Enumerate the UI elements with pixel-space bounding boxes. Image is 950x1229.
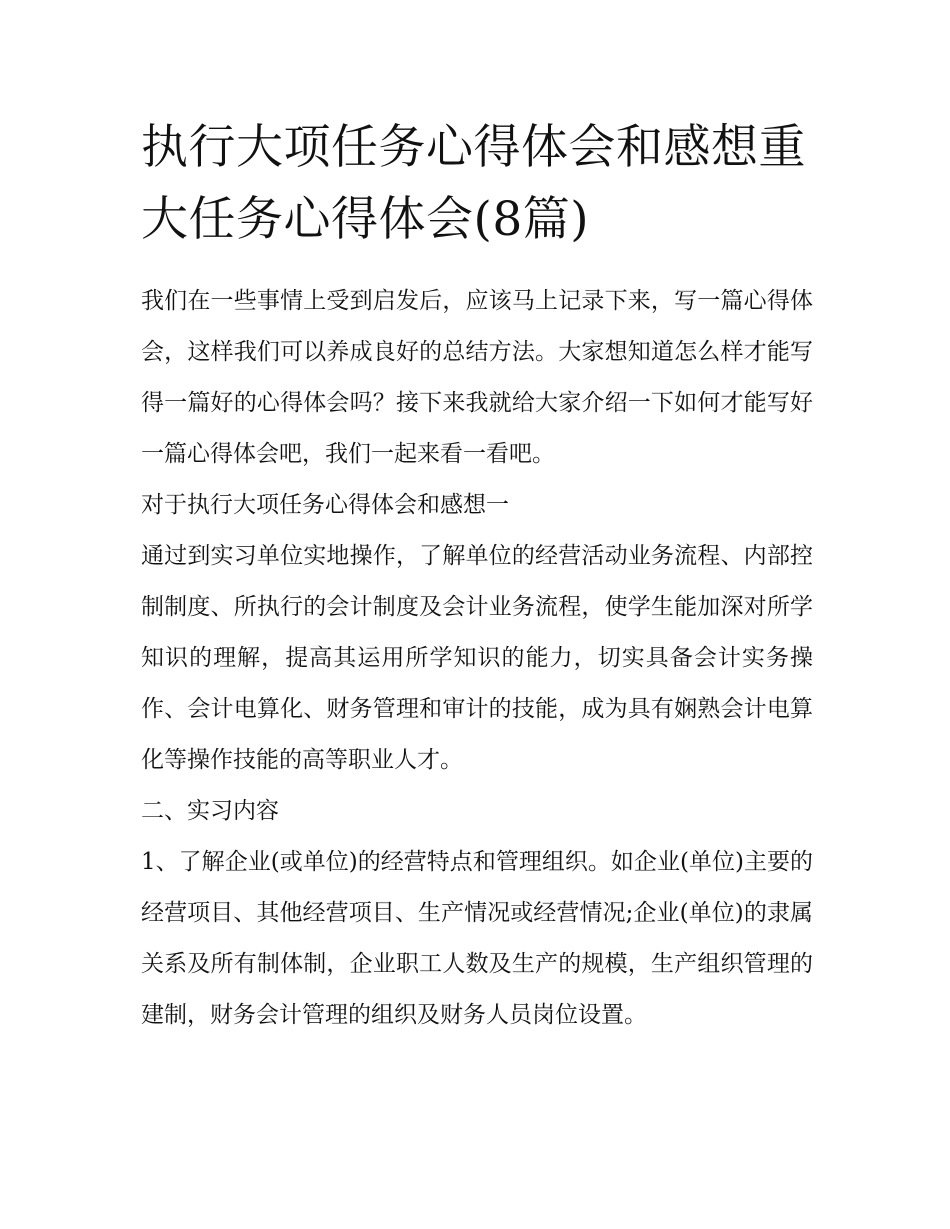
document-content: [141, 112, 813, 1041]
body-paragraph: 通过到实习单位实地操作，了解单位的经营活动业务流程、内部控制制度、所执行的会计制度及会计业务流程，使学生能加深对所学知识的理解，提高其运用所学知识的能力，切实具备会计实务操作、会计电算化、财务管理和审计的技能，成为具有娴熟会计电算化等操作技能的高等职业人才。: [141, 543, 813, 773]
document-title: 执行大项任务心得体会和感想重大任务心得体会(8篇): [141, 120, 806, 247]
section-heading-1: 对于执行大项任务心得体会和感想一: [141, 492, 509, 518]
body-paragraph: 1、了解企业(或单位)的经营特点和管理组织。如企业(单位)主要的经营项目、其他经营项目、生产情况或经营情况;企业(单位)的隶属关系及所有制体制，企业职工人数及生产的规模，生产组织管理的建制，财务会计管理的组织及财务人员岗位设置。: [141, 849, 813, 1028]
intro-paragraph: 我们在一些事情上受到启发后，应该马上记录下来，写一篇心得体会，这样我们可以养成良好的总结方法。大家想知道怎么样才能写得一篇好的心得体会吗？接下来我就给大家介绍一下如何才能写好一篇心得体会吧，我们一起来看一看吧。: [141, 288, 813, 467]
section-heading-2: 二、实习内容: [141, 798, 279, 824]
